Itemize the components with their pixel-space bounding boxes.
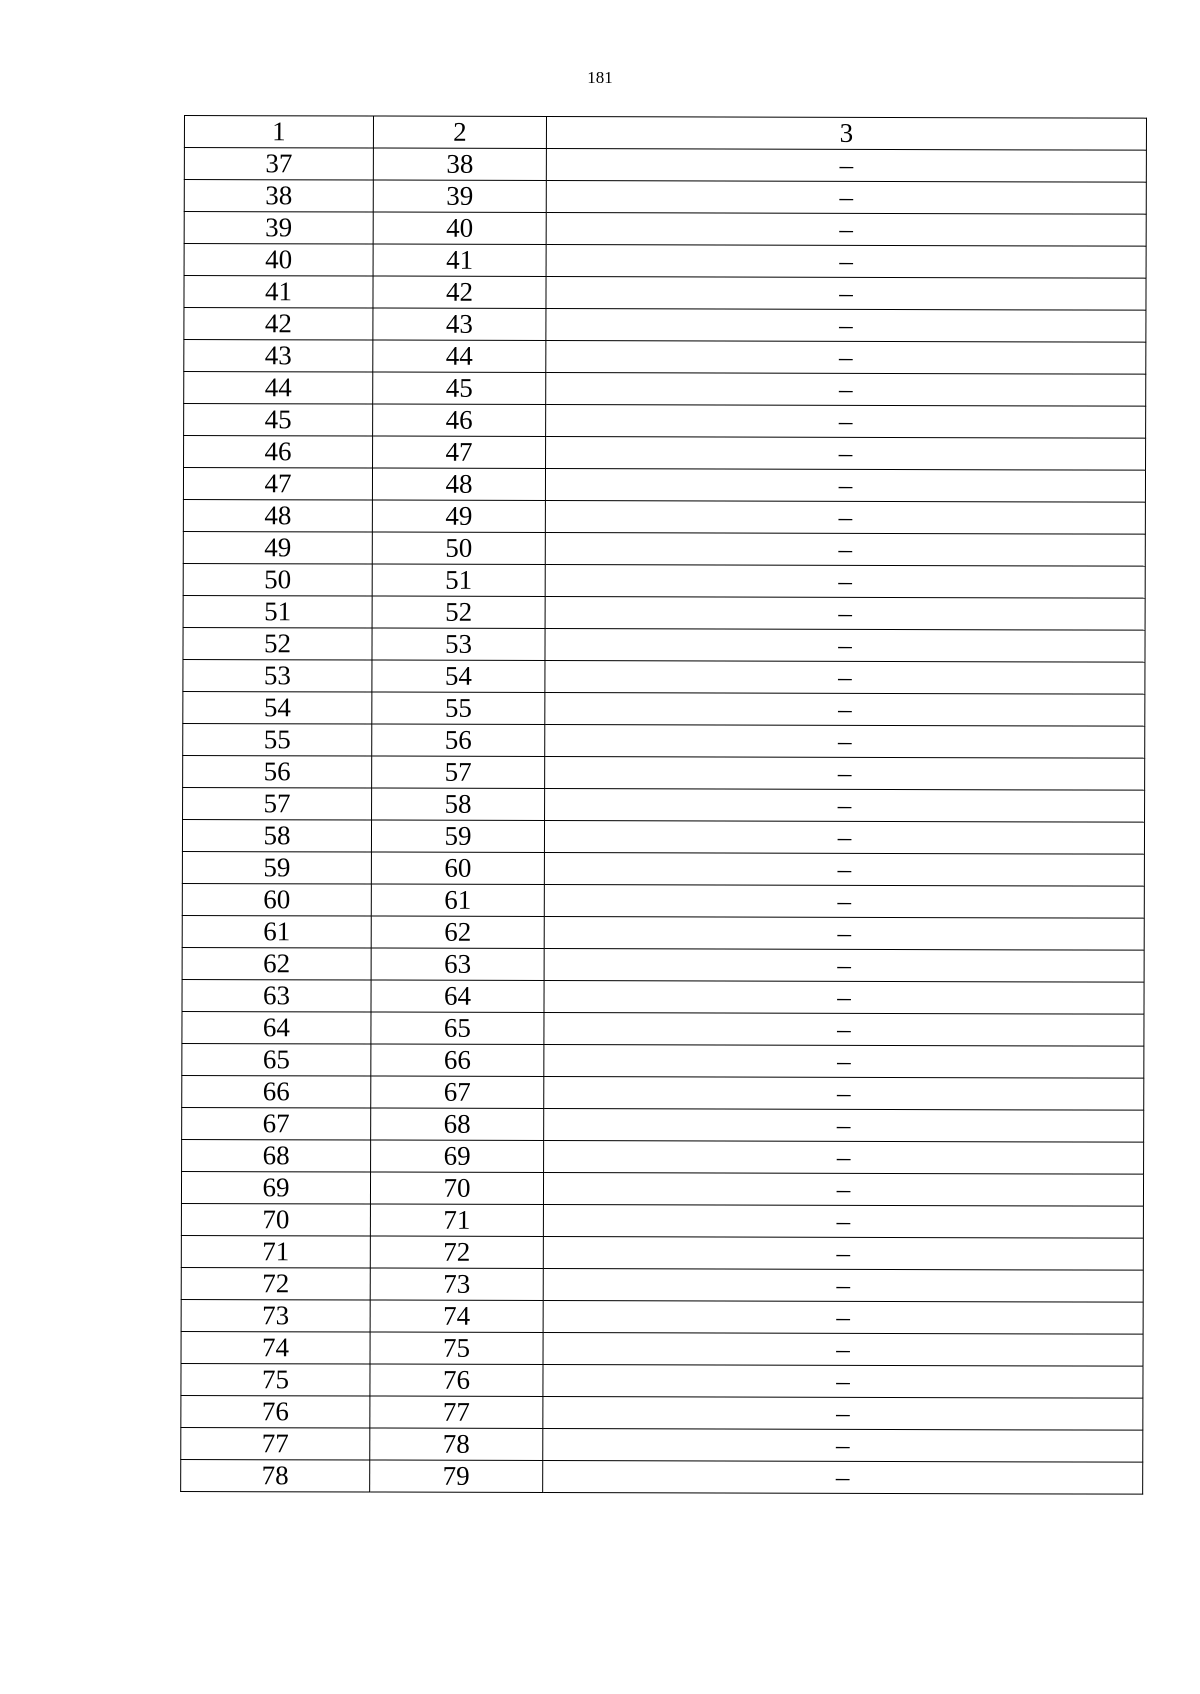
table-cell-col-3: – (543, 1397, 1143, 1431)
table-cell-col-3: – (543, 1237, 1143, 1271)
table-cell-col-2: 75 (370, 1332, 543, 1364)
table-cell-col-2: 46 (373, 404, 546, 436)
table-cell-col-2: 50 (372, 532, 545, 564)
table-row (184, 340, 1146, 375)
table-cell-col-2: 58 (372, 788, 545, 820)
table-body (181, 116, 1147, 1495)
table-cell-col-2: 67 (371, 1076, 544, 1108)
table-cell-col-2: 57 (372, 756, 545, 788)
table-cell-col-3: – (545, 533, 1145, 567)
table-cell-col-1: 56 (183, 755, 372, 788)
table-cell-col-1: 49 (183, 531, 372, 564)
table-cell-col-1: 58 (182, 819, 371, 852)
table-cell-col-1: 75 (181, 1363, 370, 1396)
table-cell-col-2: 68 (371, 1108, 544, 1140)
table-cell-col-1: 40 (184, 244, 373, 277)
table-cell-col-2: 66 (371, 1044, 544, 1076)
table-row (182, 947, 1144, 982)
table-cell-col-3: – (545, 789, 1145, 823)
table-cell-col-3: – (546, 181, 1146, 215)
table-cell-col-1: 45 (184, 404, 373, 437)
table-row (183, 468, 1145, 503)
table-row (183, 723, 1145, 758)
table-cell-col-1: 63 (182, 979, 371, 1012)
table-cell-col-1: 76 (181, 1395, 370, 1428)
table-cell-col-2: 72 (370, 1236, 543, 1268)
table-cell-col-1: 74 (181, 1331, 370, 1364)
table-cell-col-1: 71 (181, 1235, 370, 1268)
table-row (181, 1363, 1143, 1398)
table-cell-col-3: – (545, 469, 1145, 503)
table-cell-col-1: 55 (183, 723, 372, 756)
table-row (184, 180, 1146, 215)
table-cell-col-2: 65 (371, 1012, 544, 1044)
table-cell-col-3: – (545, 565, 1145, 599)
table-cell-col-3: – (544, 821, 1144, 855)
table-cell-col-2: 70 (370, 1172, 543, 1204)
table-cell-col-3: – (544, 1077, 1144, 1111)
table-row (181, 1331, 1143, 1366)
table-row (181, 1203, 1143, 1238)
table-cell-col-3: – (546, 309, 1146, 343)
table-row (182, 1139, 1144, 1174)
table-row (184, 276, 1146, 311)
table-cell-col-1: 62 (182, 947, 371, 980)
table-row (182, 979, 1144, 1014)
table-cell-col-1: 39 (184, 212, 373, 245)
table-cell-col-2: 51 (372, 564, 545, 596)
table-cell-col-3: – (546, 213, 1146, 247)
table-cell-col-3: – (544, 949, 1144, 983)
table-cell-col-1: 61 (182, 915, 371, 948)
table-cell-col-1: 65 (182, 1043, 371, 1076)
table-row (181, 1171, 1143, 1206)
table-cell-col-3: – (546, 149, 1146, 183)
table-cell-col-1: 60 (182, 883, 371, 916)
table-cell-col-1: 50 (183, 563, 372, 596)
table-cell-col-2: 77 (370, 1396, 543, 1428)
table-row (182, 1011, 1144, 1046)
table-cell-col-3: – (544, 885, 1144, 919)
table-cell-col-3: – (543, 1301, 1143, 1335)
table-cell-col-1: 66 (182, 1075, 371, 1108)
table-row (181, 1299, 1143, 1334)
table-cell-col-1: 44 (184, 372, 373, 405)
table-cell-col-1: 54 (183, 691, 372, 724)
table-cell-col-3: – (546, 437, 1146, 471)
table-cell-col-3: – (544, 853, 1144, 887)
column-header-1: 1 (184, 116, 373, 149)
table-row (181, 1459, 1143, 1494)
table-cell-col-3: – (545, 693, 1145, 727)
table-cell-col-3: – (544, 981, 1144, 1015)
table-cell-col-1: 72 (181, 1267, 370, 1300)
table-row (183, 499, 1145, 534)
table-row (182, 851, 1144, 886)
table-cell-col-3: – (546, 245, 1146, 279)
table-cell-col-2: 43 (373, 308, 546, 340)
table-cell-col-2: 54 (372, 660, 545, 692)
table-cell-col-3: – (543, 1429, 1143, 1463)
table-cell-col-2: 79 (370, 1460, 543, 1492)
table-row (184, 244, 1146, 279)
table-row (182, 1075, 1144, 1110)
table-cell-col-2: 64 (371, 980, 544, 1012)
table-row (184, 404, 1146, 439)
table-cell-col-1: 67 (182, 1107, 371, 1140)
table-cell-col-1: 73 (181, 1299, 370, 1332)
table-row (181, 1267, 1143, 1302)
table-cell-col-1: 70 (181, 1203, 370, 1236)
table-row (182, 883, 1144, 918)
table-row (183, 563, 1145, 598)
table-cell-col-2: 40 (373, 212, 546, 244)
table-cell-col-1: 48 (183, 499, 372, 532)
table-cell-col-2: 38 (373, 148, 546, 180)
table-cell-col-3: – (544, 917, 1144, 951)
table-cell-col-3: – (545, 629, 1145, 663)
table-cell-col-1: 42 (184, 308, 373, 341)
table-row (183, 531, 1145, 566)
table-cell-col-2: 73 (370, 1268, 543, 1300)
table-cell-col-3: – (546, 277, 1146, 311)
table-row (183, 595, 1145, 630)
table-cell-col-1: 52 (183, 627, 372, 660)
table-cell-col-2: 42 (373, 276, 546, 308)
table-cell-col-1: 43 (184, 340, 373, 373)
table-cell-col-3: – (543, 1461, 1143, 1495)
table-cell-col-1: 37 (184, 148, 373, 181)
table-cell-col-1: 57 (183, 787, 372, 820)
table-cell-col-2: 74 (370, 1300, 543, 1332)
table-cell-col-2: 59 (371, 820, 544, 852)
table-cell-col-1: 59 (182, 851, 371, 884)
table-cell-col-3: – (543, 1333, 1143, 1367)
table-cell-col-2: 49 (372, 500, 545, 532)
table-cell-col-3: – (544, 1045, 1144, 1079)
table-cell-col-1: 69 (181, 1171, 370, 1204)
table-cell-col-2: 78 (370, 1428, 543, 1460)
table-row (184, 212, 1146, 247)
table-cell-col-3: – (543, 1269, 1143, 1303)
table-cell-col-2: 62 (371, 916, 544, 948)
table-cell-col-3: – (545, 661, 1145, 695)
table-row (183, 627, 1145, 662)
table-cell-col-3: – (546, 373, 1146, 407)
table-cell-col-3: – (546, 405, 1146, 439)
table-cell-col-3: – (543, 1205, 1143, 1239)
table-cell-col-2: 47 (373, 436, 546, 468)
table-row (181, 1427, 1143, 1462)
table-cell-col-3: – (543, 1173, 1143, 1207)
table-cell-col-2: 48 (372, 468, 545, 500)
column-header-3: 3 (546, 117, 1146, 151)
table-row (183, 659, 1145, 694)
table-cell-col-2: 39 (373, 180, 546, 212)
table-cell-col-2: 53 (372, 628, 545, 660)
table-cell-col-1: 46 (184, 436, 373, 469)
table-cell-col-1: 41 (184, 276, 373, 309)
table-cell-col-2: 52 (372, 596, 545, 628)
table-cell-col-2: 71 (370, 1204, 543, 1236)
column-header-2: 2 (373, 116, 546, 148)
table-row (182, 915, 1144, 950)
table-cell-col-1: 68 (182, 1139, 371, 1172)
page-number: 181 (587, 68, 613, 87)
table-cell-col-1: 51 (183, 595, 372, 628)
table-cell-col-3: – (544, 1109, 1144, 1143)
table-row (181, 1395, 1143, 1430)
table-cell-col-2: 56 (372, 724, 545, 756)
table-row (184, 148, 1146, 183)
table-cell-col-2: 63 (371, 948, 544, 980)
data-table (180, 115, 1147, 1495)
table-row (183, 787, 1145, 822)
table-cell-col-1: 78 (181, 1459, 370, 1492)
table-row (182, 1107, 1144, 1142)
table-cell-col-2: 76 (370, 1364, 543, 1396)
table-row (184, 308, 1146, 343)
table-cell-col-2: 41 (373, 244, 546, 276)
table-row (184, 436, 1146, 471)
table-cell-col-3: – (546, 341, 1146, 375)
table-cell-col-1: 38 (184, 180, 373, 213)
data-table-container (180, 115, 1146, 1495)
table-cell-col-3: – (545, 501, 1145, 535)
table-row (183, 691, 1145, 726)
table-cell-col-1: 47 (183, 468, 372, 501)
table-cell-col-3: – (545, 757, 1145, 791)
table-cell-col-3: – (544, 1141, 1144, 1175)
table-cell-col-1: 53 (183, 659, 372, 692)
table-row (182, 1043, 1144, 1078)
table-cell-col-1: 64 (182, 1011, 371, 1044)
table-cell-col-2: 45 (373, 372, 546, 404)
table-header-row (184, 116, 1146, 151)
table-row (181, 1235, 1143, 1270)
table-cell-col-2: 60 (371, 852, 544, 884)
table-cell-col-2: 44 (373, 340, 546, 372)
table-cell-col-3: – (544, 1013, 1144, 1047)
table-cell-col-3: – (545, 597, 1145, 631)
table-cell-col-3: – (545, 725, 1145, 759)
table-row (183, 755, 1145, 790)
table-cell-col-3: – (543, 1365, 1143, 1399)
table-cell-col-1: 77 (181, 1427, 370, 1460)
table-row (182, 819, 1144, 854)
table-row (184, 372, 1146, 407)
table-cell-col-2: 69 (371, 1140, 544, 1172)
table-cell-col-2: 55 (372, 692, 545, 724)
table-cell-col-2: 61 (371, 884, 544, 916)
